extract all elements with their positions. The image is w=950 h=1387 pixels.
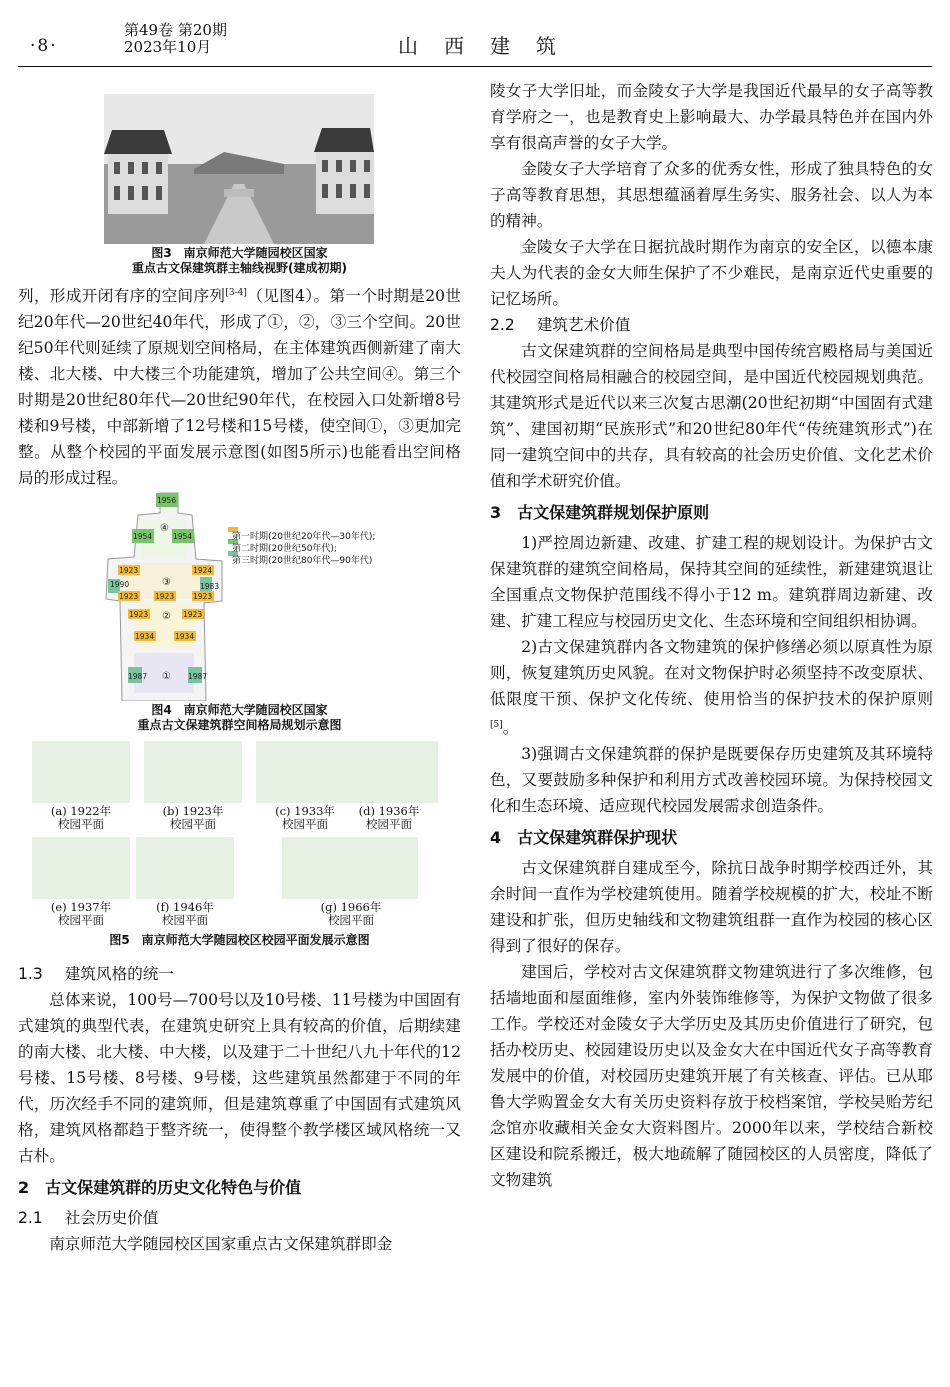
issue-info bbox=[124, 22, 227, 56]
figure-5-panels bbox=[18, 741, 461, 961]
section-2-2-heading bbox=[490, 312, 933, 338]
left-paragraph-3: 南京师范大学随园校区国家重点古文保建筑群即金 bbox=[49, 1235, 393, 1254]
figure-5-caption: 图5 南京师范大学随园校区校园平面发展示意图 bbox=[109, 933, 370, 948]
label-circle-1: ① bbox=[162, 671, 171, 683]
panel-1966-map bbox=[282, 837, 418, 899]
spatial-layout-diagram bbox=[104, 491, 312, 701]
label-1923-b: 1923 bbox=[119, 592, 139, 602]
panel-e-year: (e) 1937年 bbox=[50, 900, 112, 915]
legend-period-3: 第三时期(20世纪80年代—90年代) bbox=[232, 556, 373, 567]
figure-3-caption bbox=[18, 246, 461, 276]
figure-4-caption-line2: 重点古文保建筑群空间格局规划示意图 bbox=[137, 718, 342, 733]
panel-a-label bbox=[26, 805, 136, 831]
section-2-heading: 2 古文保建筑群的历史文化特色与价值 bbox=[18, 1178, 302, 1198]
section-2-1-number: 2.1 bbox=[18, 1209, 43, 1228]
right-paragraph-2: 金陵女子大学培育了众多的优秀女性，形成了独具特色的女子高等教育思想，其思想蕴涵着厚生务实、服务社会、以人为本的精神。 bbox=[490, 160, 933, 230]
campus-axis-photo bbox=[104, 94, 374, 244]
right-paragraph-6 bbox=[490, 634, 933, 741]
label-1924: 1924 bbox=[193, 566, 213, 576]
panel-c-desc: 校园平面 bbox=[282, 817, 328, 832]
label-circle-2: ② bbox=[162, 611, 171, 623]
section-2-1-title: 社会历史价值 bbox=[64, 1209, 159, 1228]
section-3-heading: 3 古文保建筑群规划保护原则 bbox=[490, 503, 710, 522]
panel-f-year: (f) 1946年 bbox=[156, 900, 214, 915]
panel-e-label bbox=[26, 901, 136, 927]
panel-1946-map bbox=[136, 837, 234, 899]
volume-issue: 第49卷 第20期 bbox=[124, 21, 227, 39]
right-paragraph-7: 3)强调古文保建筑群的保护是既要保存历史建筑及其环境特色，又要鼓励多种保护和利用方式改善校园环境。为保持校园文化和生态环境、适应现代校园发展需求创造条件。 bbox=[490, 745, 933, 816]
figure-4-diagram bbox=[104, 491, 376, 701]
section-1-3-title: 建筑风格的统一 bbox=[64, 965, 174, 984]
label-1923-e: 1923 bbox=[129, 610, 149, 620]
label-1954-left: 1954 bbox=[133, 532, 153, 542]
right-paragraph-3: 金陵女子大学在日据抗战时期作为南京的安全区，以德本康夫人为代表的金女大师生保护了不少难民，是南京近代史重要的记忆场所。 bbox=[490, 238, 933, 308]
right-p6-text: 2)古文保建筑群内各文物建筑的保护修缮必须以原真性为原则，恢复建筑历史风貌。在对文物保护时必须坚持不改变原状、低限度干预、保护文化传统、使用恰当的保护技术的保护原则 bbox=[490, 638, 933, 708]
section-1-3-number: 1.3 bbox=[18, 965, 43, 984]
panel-1922-map bbox=[32, 741, 130, 803]
panel-1936-map bbox=[340, 741, 438, 803]
label-1923-f: 1923 bbox=[183, 610, 203, 620]
panel-f-label bbox=[130, 901, 240, 927]
panel-1923-map bbox=[144, 741, 242, 803]
label-1923-a: 1923 bbox=[119, 566, 139, 576]
panel-d-year: (d) 1936年 bbox=[358, 804, 420, 819]
right-p6-end: 。 bbox=[502, 719, 519, 738]
label-1990: 1990 bbox=[110, 580, 130, 590]
label-1987-left: 1987 bbox=[128, 672, 148, 682]
legend-period-2: 第二时期(20世纪50年代); bbox=[232, 544, 337, 555]
panel-f-desc: 校园平面 bbox=[162, 913, 208, 928]
figure-4-caption bbox=[18, 703, 461, 733]
right-paragraph-8: 古文保建筑群自建成至今，除抗日战争时期学校西迁外，其余时间一直作为学校建筑使用。随着学校规模的扩大，校址不断建设和扩张，但历史轴线和文物建筑组群一直作为校园的核心区得到了很好的保存。 bbox=[490, 859, 933, 956]
right-paragraph-1: 陵女子大学旧址，而金陵女子大学是我国近代最早的女子高等教育学府之一，也是教育史上影响最大、办学最具特色并在国内外享有很高声誉的女子大学。 bbox=[490, 82, 933, 152]
legend-period-1: 第一时期(20世纪20年代—30年代); bbox=[232, 532, 376, 543]
panel-a-year: (a) 1922年 bbox=[50, 804, 112, 819]
left-p1-text: 列，形成开闭有序的空间序列 bbox=[18, 287, 226, 306]
panel-g-desc: 校园平面 bbox=[328, 913, 374, 928]
panel-c-year: (c) 1933年 bbox=[275, 804, 335, 819]
panel-g-year: (g) 1966年 bbox=[320, 900, 382, 915]
section-2-1-heading bbox=[18, 1205, 461, 1231]
panel-d-label bbox=[334, 805, 444, 831]
section-1-3-heading bbox=[18, 961, 461, 987]
label-1987-right: 1987 bbox=[188, 672, 208, 682]
page-number: ·8· bbox=[30, 36, 58, 56]
label-1954-right: 1954 bbox=[173, 532, 193, 542]
label-1934-right: 1934 bbox=[175, 632, 195, 642]
label-1923-c: 1923 bbox=[155, 592, 175, 602]
right-column bbox=[490, 78, 933, 1193]
right-paragraph-4: 古文保建筑群的空间格局是典型中国传统宫殿格局与美国近代校园空间格局相融合的校园空间，是中国近代校园规划典范。其建筑形式是近代以来三次复古思潮(20世纪初期“中国固有式建筑”、建国初期“民族形式”和20世纪80年代“传统建筑形式”)在同一建筑空间中的共存，具有较高的社会历史价值、文化艺术价值和学术研究价值。 bbox=[490, 342, 933, 490]
right-paragraph-9: 建国后，学校对古文保建筑群文物建筑进行了多次维修，包括墙地面和屋面维修，室内外装饰维修等，为保护文物做了很多工作。学校还对金陵女子大学历史及其历史价值进行了研究，包括办校历史、校园建设历史以及金女大在中国近代女子高等教育发展中的价值，对校园历史建筑开展了有关核查、评估。已从耶鲁大学购置金女大有关历史资料存放于校档案馆，学校吴贻芳纪念馆亦收藏相关金女大资料图片。2000年以来，学校结合新校区建设和院系搬迁，极大地疏解了随园校区的人员密度，降低了文物建筑 bbox=[490, 963, 933, 1190]
left-paragraph-2: 总体来说，100号—700号以及10号楼、11号楼为中国固有式建筑的典型代表，在建筑史研究上具有较高的价值，后期续建的南大楼、北大楼、中大楼，以及建于二十世纪八九十年代的12号楼、15号楼、8号楼、9号楼，这些建筑虽然都建于不同的年代，历次经手不同的建筑师，但是建筑尊重了中国固有式建筑风格，建筑风格都趋于整齐统一，使得整个教学楼区域风格统一又古朴。 bbox=[18, 991, 461, 1166]
panel-b-desc: 校园平面 bbox=[170, 817, 216, 832]
figure-3-caption-line1: 图3 南京师范大学随园校区国家 bbox=[151, 246, 328, 260]
left-paragraph-1 bbox=[18, 280, 461, 491]
left-column bbox=[18, 78, 461, 1257]
label-1934-left: 1934 bbox=[135, 632, 155, 642]
issue-date: 2023年10月 bbox=[124, 38, 212, 56]
section-2-2-title: 建筑艺术价值 bbox=[536, 316, 631, 334]
label-1956: 1956 bbox=[157, 496, 177, 506]
panel-1937-map bbox=[32, 837, 130, 899]
panel-a-desc: 校园平面 bbox=[58, 817, 104, 832]
label-circle-4: ④ bbox=[160, 523, 169, 535]
section-2-2-number: 2.2 bbox=[490, 316, 515, 334]
right-paragraph-5: 1)严控周边新建、改建、扩建工程的规划设计。为保护古文保建筑群的建筑空间格局，保持其空间的延续性，新建建筑退让全国重点文物保护范围线不得小于12 m。建筑群周边新建、改建、扩建工程应与校园历史文化、生态环境和空间组织相协调。 bbox=[490, 534, 933, 630]
label-1983: 1983 bbox=[200, 582, 220, 592]
label-circle-3: ③ bbox=[162, 577, 171, 589]
citation-5: [5] bbox=[490, 720, 503, 730]
label-1923-d: 1923 bbox=[193, 592, 213, 602]
panel-b-year: (b) 1923年 bbox=[162, 804, 224, 819]
header-rule bbox=[18, 66, 932, 67]
section-4-heading: 4 古文保建筑群保护现状 bbox=[490, 828, 678, 848]
citation-3-4: [3-4] bbox=[225, 288, 247, 298]
figure-4-caption-line1: 图4 南京师范大学随园校区国家 bbox=[151, 703, 328, 718]
panel-b-label bbox=[138, 805, 248, 831]
panel-d-desc: 校园平面 bbox=[366, 817, 412, 832]
panel-e-desc: 校园平面 bbox=[58, 913, 104, 928]
panel-g-label bbox=[296, 901, 406, 927]
figure-3-caption-line2: 重点古文保建筑群主轴线视野(建成初期) bbox=[132, 261, 347, 275]
figure-3-photo bbox=[104, 94, 374, 244]
journal-title: 山西建筑 bbox=[398, 34, 582, 58]
left-p1-text-b: （见图4）。第一个时期是20世纪20年代—20世纪40年代，形成了①，②，③三个空间。20世纪50年代则延续了原规划空间格局，在主体建筑西侧新建了南大楼、北大楼、中大楼三个功能建筑，增加了公共空间④。第三个时期是20世纪80年代—20世纪90年代，在校园入口处新增8号楼和9号楼，中部新增了12号楼和15号楼，使空间①，③更加完整。从整个校园的平面发展示意图(如图5所示)也能看出空间格局的形成过程。 bbox=[18, 287, 461, 488]
page-header bbox=[0, 0, 950, 70]
